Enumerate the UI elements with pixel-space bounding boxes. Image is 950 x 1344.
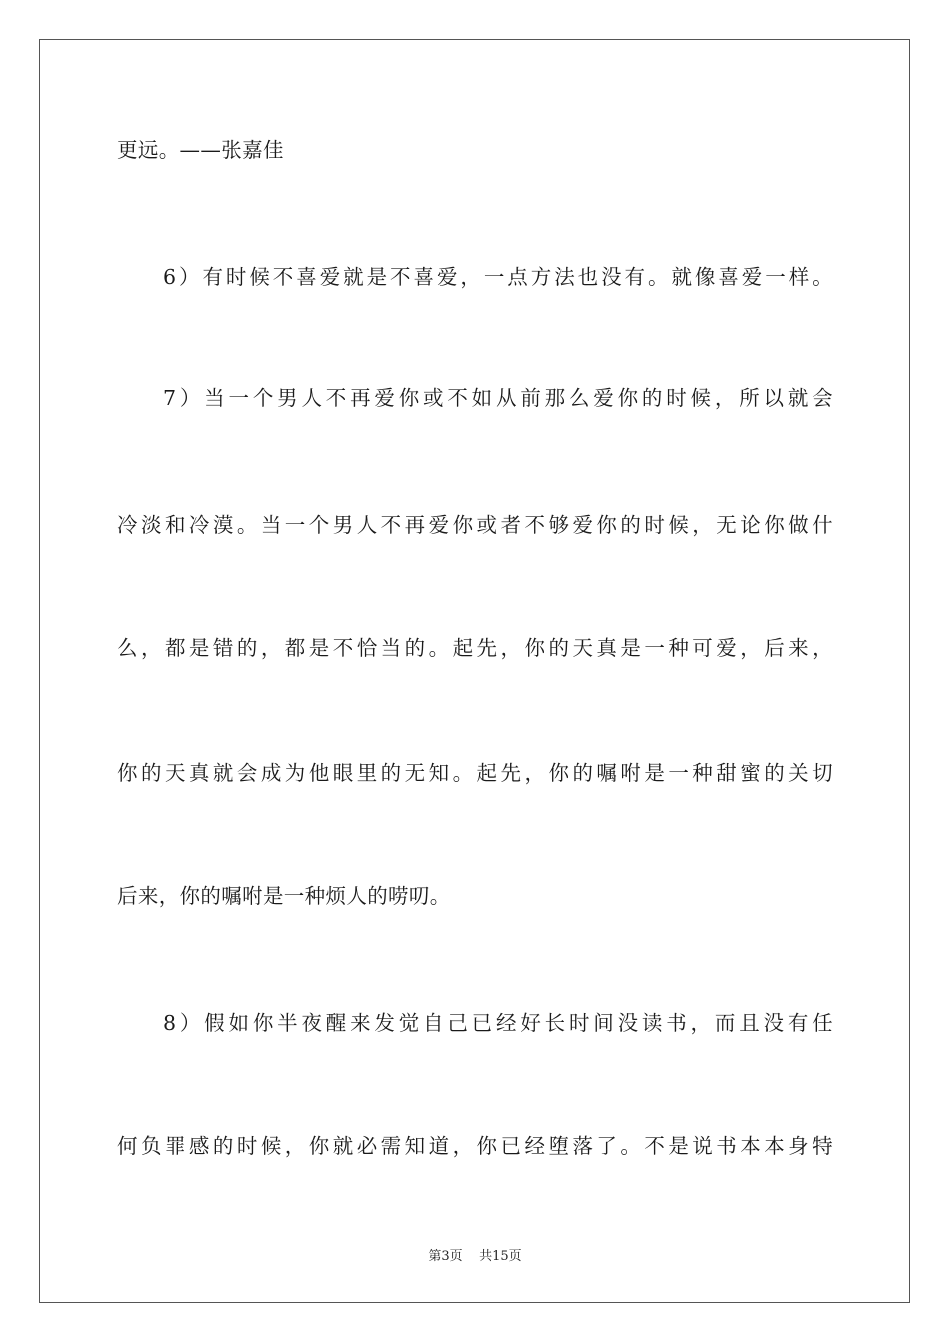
paragraph-7-line-2: 冷淡和冷漠。当一个男人不再爱你或者不够爱你的时候，无论你做什 [117, 513, 833, 537]
paragraph-7-line-1: 7）当一个男人不再爱你或不如从前那么爱你的时候，所以就会 [163, 386, 833, 410]
total-pages: 共15页 [479, 1249, 522, 1264]
paragraph-8-line-1: 8）假如你半夜醒来发觉自己已经好长时间没读书，而且没有任 [163, 1011, 833, 1035]
page-border [39, 39, 910, 1303]
paragraph-7-line-5: 后来，你的嘱咐是一种烦人的唠叨。 [117, 884, 451, 908]
paragraph-6-line-1: 6）有时候不喜爱就是不喜爱，一点方法也没有。就像喜爱一样。 [163, 265, 833, 289]
page-number: 第3页 [428, 1249, 463, 1264]
page-footer [0, 1248, 950, 1266]
text-line-1: 更远。——张嘉佳 [117, 138, 284, 162]
paragraph-7-line-4: 你的天真就会成为他眼里的无知。起先，你的嘱咐是一种甜蜜的关切 [117, 761, 833, 785]
paragraph-7-line-3: 么，都是错的，都是不恰当的。起先，你的天真是一种可爱，后来， [117, 636, 833, 660]
paragraph-8-line-2: 何负罪感的时候，你就必需知道，你已经堕落了。不是说书本本身特 [117, 1134, 833, 1158]
